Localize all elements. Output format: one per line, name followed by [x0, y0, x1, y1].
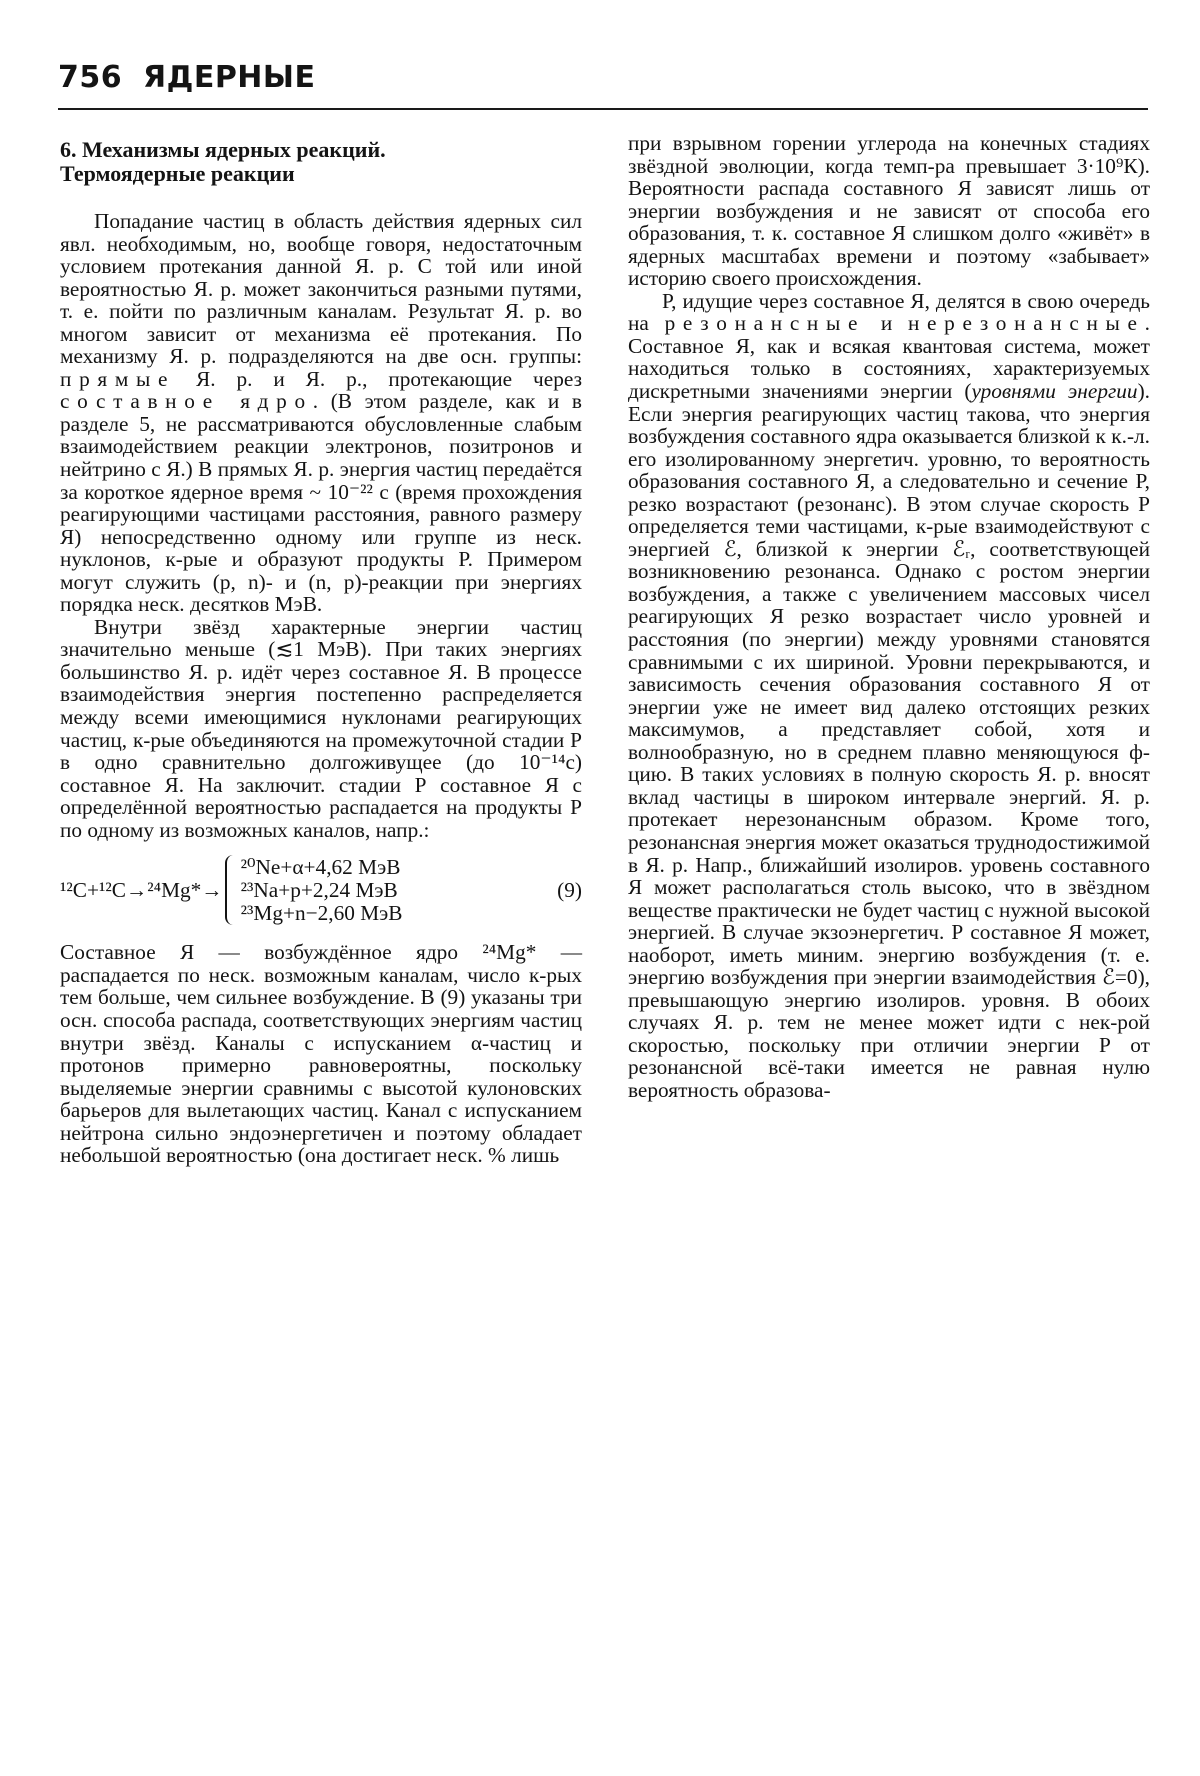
- section-title-line1: 6. Механизмы ядерных реакций.: [60, 137, 386, 162]
- page-header: [58, 58, 1148, 110]
- left-paragraph-2: Внутри звёзд характерные энергии частиц значительно меньше (≲1 МэВ). При таких энергиях большинство Я. р. идёт через составное Я. В процессе взаимодействия энергия постепенно распределяется между всеми имеющимися нуклонами реагирующих частиц, к-рые объединяются на промежуточной стадии Р в одно сравнительно долгоживущее (до 10⁻¹⁴с) составное Я. На заключит. стадии Р составное Я с определённой вероятностью распадается на продукты Р по одному из возможных каналов, напр.:: [60, 614, 582, 842]
- term-direct: прямые: [60, 366, 176, 391]
- page-number: 756: [58, 60, 123, 95]
- formula-number: (9): [557, 877, 582, 902]
- formula-branch-3: ²³Mg+n−2,60 МэВ: [240, 900, 403, 925]
- reaction-formula: [60, 853, 582, 927]
- term-compound-nucleus: составное ядро: [60, 389, 313, 414]
- formula-branch: [241, 902, 582, 925]
- section-title-line2: Термоядерные реакции: [60, 161, 295, 186]
- section-title: [60, 138, 582, 186]
- formula-branch-1: ²⁰Ne+α+4,62 МэВ: [240, 854, 401, 879]
- left-p1-text-c: . (В этом разделе, как и в разделе 5, не рассматриваются обусловленные слабым взаимодействием реакции электронов, позитронов и нейтрино с Я.) В прямых Я. р. энергия частиц передаётся за короткое ядерное время ~ 10⁻²² с (время прохождения реагирующими частицами расстояния, равного размеру Я) непосредственно одному или группе из неск. нуклонов, к-рые и образуют продукты Р. Примером могут служить (p, n)- и (n, p)-реакции при энергиях порядка неск. десятков МэВ.: [60, 389, 582, 617]
- formula-brace: [225, 855, 237, 925]
- left-paragraph-1: [60, 210, 582, 616]
- term-resonant: резонансные: [664, 311, 866, 336]
- formula-branch: [241, 879, 582, 902]
- left-p1-text-a: Попадание частиц в область действия ядерных сил явл. необходимым, но, вообще говоря, недостаточным условием протекания данной Я. р. С той или иной вероятностью Я. р. может закончиться разными путями, т. е. пойти по различным каналам. Результат Я. р. во многом зависит от механизма её протекания. По механизму Я. р. подразделяются на две осн. группы:: [60, 209, 582, 369]
- formula-branches: [241, 856, 582, 925]
- term-nonresonant: нерезонансные: [907, 311, 1145, 336]
- right-paragraph-2: [628, 290, 1150, 1102]
- right-paragraph-1: при взрывном горении углерода на конечных стадиях звёздной эволюции, когда темп-ра превышает 3·10⁹К). Вероятности распада составного Я зависят лишь от энергии возбуждения и не зависят от способа его образования, т. к. составное Я слишком долго «живёт» в ядерных масштабах времени и поэтому «забывает» историю своего происхождения.: [628, 131, 1150, 291]
- running-head: ЯДЕРНЫЕ: [143, 60, 316, 95]
- right-p2-text-d: ). Если энергия реагирующих частиц такова, что энергия возбуждения составного ядра оказывается близкой к к.-л. его изолированному энергетич. уровню, то вероятность образования составного Я, а следовательно и сечение Р, резко возрастают (резонанс). В этом случае скорость Р определяется теми частицами, к-рые взаимодействуют с энергией ℰ, близкой к энергии ℰᵣ, соответствующей возникновению резонанса. Однако с ростом энергии возбуждения, а также с увеличением массовых чисел реагирующих Я резко возрастает число уровней и расстояния (по энергии) между уровнями становятся сравнимыми с их шириной. Уровни перекрываются, и зависимость сечения образования составного Я от энергии уже не имеет вид далеко отстоящих резких максимумов, а представляет собой, хотя и волнообразную, но в среднем плавно меняющуюся ф-цию. В таких условиях в полную скорость Я. р. вносят вклад частицы в широком интервале энергий. Я. р. протекает нерезонансным образом. Кроме того, резонансная энергия может оказаться труднодостижимой в Я. р. Напр., ближайший изолиров. уровень составного Я может располагаться столь высоко, что в звёздном веществе практически не будет частиц с нужной высокой энергией. В случае экзоэнергетич. Р составное Я может, наоборот, иметь миним. энергию возбуждения (т. е. энергию возбуждения при энергии взаимодействия ℰ=0), превышающую энергию изолиров. уровня. В обоих случаях Я. р. тем не менее может идти с нек-рой скоростью, поскольку при отличии энергии Р от резонансной всё-таки имеется не равная нулю вероятность образова-: [628, 379, 1150, 1102]
- right-p2-text-c: . Составное Я, как и всякая квантовая система, может находиться только в состояниях, характеризуемых дискретными значениями энергии (: [628, 311, 1150, 404]
- left-p1-text-b: Я. р. и Я. р., протекающие через: [175, 366, 582, 391]
- left-paragraph-3: Составное Я — возбуждённое ядро ²⁴Mg* — распадается по неск. возможным каналам, число к-рых тем больше, чем сильнее возбуждение. В (9) указаны три осн. способа распада, соответствующих энергиям частиц внутри звёзд. Каналы с испусканием α-частиц и протонов примерно равновероятны, поскольку выделяемые энергии сравнимы с высотой кулоновских барьеров для вылетающих частиц. Канал с испусканием нейтрона сильно эндоэнергетичен и поэтому обладает небольшой вероятностью (она достигает неск. % лишь: [60, 940, 582, 1168]
- left-column: [60, 138, 582, 1167]
- formula-lhs: ¹²C+¹²C→²⁴Mg*→: [60, 878, 223, 903]
- right-p2-text-b: и: [865, 311, 908, 336]
- right-p2-text-a: Р, идущие через составное Я, делятся в свою очередь на: [628, 288, 1150, 336]
- formula-branch-2: ²³Na+p+2,24 МэВ: [240, 877, 398, 902]
- term-energy-levels: уровнями энергии: [971, 379, 1138, 404]
- formula-branch: [241, 856, 582, 879]
- right-column: [628, 132, 1150, 1102]
